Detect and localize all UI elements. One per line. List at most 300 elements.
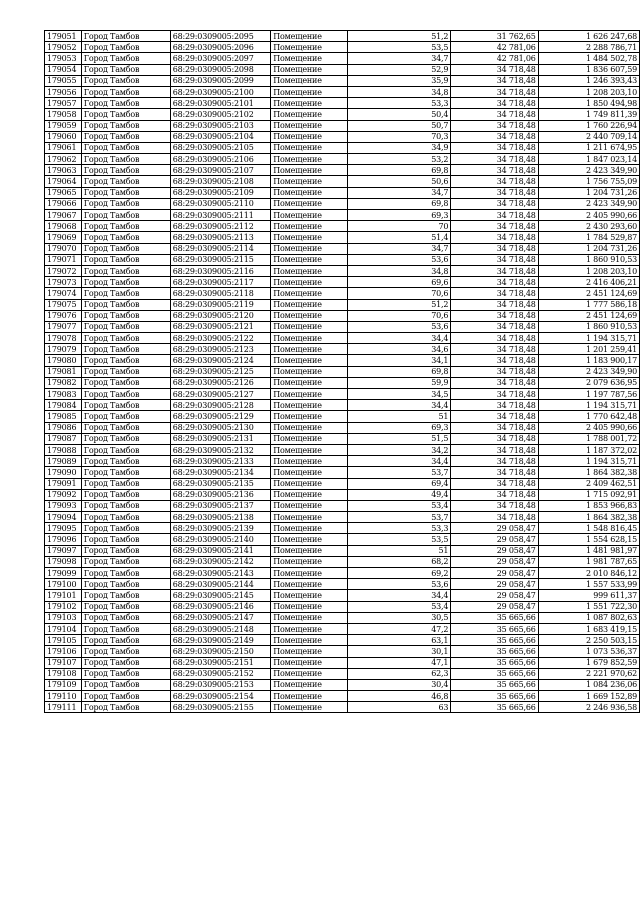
area-cell: 34,4 xyxy=(347,400,450,411)
row-id-cell: 179084 xyxy=(45,400,82,411)
cadastral-number-cell: 68:29:0309005:2142 xyxy=(170,556,270,567)
price-per-unit-cell: 34 718,48 xyxy=(451,456,538,467)
price-per-unit-cell: 29 058,47 xyxy=(451,556,538,567)
row-id-cell: 179064 xyxy=(45,176,82,187)
row-id-cell: 179074 xyxy=(45,288,82,299)
table-row xyxy=(45,579,640,590)
area-cell: 53,4 xyxy=(347,500,450,511)
cadastral-value-cell: 1 864 382,38 xyxy=(538,512,639,523)
object-type-cell: Помещение xyxy=(271,120,348,131)
object-type-cell: Помещение xyxy=(271,556,348,567)
object-type-cell: Помещение xyxy=(271,500,348,511)
city-cell: Город Тамбов xyxy=(81,254,170,265)
city-cell: Город Тамбов xyxy=(81,422,170,433)
cadastral-value-cell: 1 187 372,02 xyxy=(538,444,639,455)
cadastral-value-cell: 1 683 419,15 xyxy=(538,623,639,634)
city-cell: Город Тамбов xyxy=(81,635,170,646)
cadastral-number-cell: 68:29:0309005:2155 xyxy=(170,702,270,713)
table-row xyxy=(45,467,640,478)
table-row xyxy=(45,265,640,276)
cadastral-value-cell: 1 484 502,78 xyxy=(538,53,639,64)
price-per-unit-cell: 29 058,47 xyxy=(451,590,538,601)
table-row xyxy=(45,321,640,332)
area-cell: 53,5 xyxy=(347,534,450,545)
object-type-cell: Помещение xyxy=(271,646,348,657)
city-cell: Город Тамбов xyxy=(81,109,170,120)
price-per-unit-cell: 34 718,48 xyxy=(451,109,538,120)
row-id-cell: 179078 xyxy=(45,333,82,344)
price-per-unit-cell: 34 718,48 xyxy=(451,500,538,511)
object-type-cell: Помещение xyxy=(271,232,348,243)
cadastral-number-cell: 68:29:0309005:2140 xyxy=(170,534,270,545)
cadastral-number-cell: 68:29:0309005:2138 xyxy=(170,512,270,523)
cadastral-number-cell: 68:29:0309005:2133 xyxy=(170,456,270,467)
table-row xyxy=(45,221,640,232)
cadastral-number-cell: 68:29:0309005:2122 xyxy=(170,333,270,344)
cadastral-number-cell: 68:29:0309005:2114 xyxy=(170,243,270,254)
row-id-cell: 179055 xyxy=(45,75,82,86)
cadastral-number-cell: 68:29:0309005:2144 xyxy=(170,579,270,590)
city-cell: Город Тамбов xyxy=(81,288,170,299)
price-per-unit-cell: 34 718,48 xyxy=(451,377,538,388)
price-per-unit-cell: 34 718,48 xyxy=(451,120,538,131)
area-cell: 30,4 xyxy=(347,679,450,690)
city-cell: Город Тамбов xyxy=(81,579,170,590)
table-row xyxy=(45,109,640,120)
cadastral-number-cell: 68:29:0309005:2115 xyxy=(170,254,270,265)
price-per-unit-cell: 29 058,47 xyxy=(451,523,538,534)
object-type-cell: Помещение xyxy=(271,623,348,634)
cadastral-value-cell: 1 860 910,53 xyxy=(538,321,639,332)
price-per-unit-cell: 34 718,48 xyxy=(451,221,538,232)
table-row xyxy=(45,53,640,64)
row-id-cell: 179081 xyxy=(45,366,82,377)
table-row xyxy=(45,512,640,523)
area-cell: 53,3 xyxy=(347,98,450,109)
price-per-unit-cell: 34 718,48 xyxy=(451,265,538,276)
city-cell: Город Тамбов xyxy=(81,277,170,288)
area-cell: 63 xyxy=(347,702,450,713)
row-id-cell: 179068 xyxy=(45,221,82,232)
object-type-cell: Помещение xyxy=(271,389,348,400)
object-type-cell: Помещение xyxy=(271,86,348,97)
price-per-unit-cell: 34 718,48 xyxy=(451,512,538,523)
table-row xyxy=(45,646,640,657)
cadastral-number-cell: 68:29:0309005:2134 xyxy=(170,467,270,478)
cadastral-value-cell: 2 405 990,66 xyxy=(538,210,639,221)
city-cell: Город Тамбов xyxy=(81,53,170,64)
cadastral-value-cell: 1 481 981,97 xyxy=(538,545,639,556)
row-id-cell: 179059 xyxy=(45,120,82,131)
city-cell: Город Тамбов xyxy=(81,210,170,221)
cadastral-number-cell: 68:29:0309005:2117 xyxy=(170,277,270,288)
area-cell: 34,6 xyxy=(347,344,450,355)
object-type-cell: Помещение xyxy=(271,42,348,53)
cadastral-value-cell: 1 715 092,91 xyxy=(538,489,639,500)
table-row xyxy=(45,288,640,299)
city-cell: Город Тамбов xyxy=(81,142,170,153)
area-cell: 63,1 xyxy=(347,635,450,646)
city-cell: Город Тамбов xyxy=(81,467,170,478)
table-row xyxy=(45,42,640,53)
area-cell: 30,5 xyxy=(347,612,450,623)
city-cell: Город Тамбов xyxy=(81,42,170,53)
area-cell: 68,2 xyxy=(347,556,450,567)
city-cell: Город Тамбов xyxy=(81,411,170,422)
price-per-unit-cell: 34 718,48 xyxy=(451,411,538,422)
area-cell: 69,3 xyxy=(347,422,450,433)
cadastral-value-cell: 2 451 124,69 xyxy=(538,310,639,321)
table-row xyxy=(45,75,640,86)
area-cell: 69,8 xyxy=(347,198,450,209)
cadastral-value-cell: 1 853 966,83 xyxy=(538,500,639,511)
cadastral-number-cell: 68:29:0309005:2135 xyxy=(170,478,270,489)
cadastral-number-cell: 68:29:0309005:2130 xyxy=(170,422,270,433)
cadastral-value-cell: 2 423 349,90 xyxy=(538,366,639,377)
city-cell: Город Тамбов xyxy=(81,310,170,321)
cadastral-number-cell: 68:29:0309005:2095 xyxy=(170,31,270,42)
city-cell: Город Тамбов xyxy=(81,299,170,310)
cadastral-value-cell: 2 440 709,14 xyxy=(538,131,639,142)
object-type-cell: Помещение xyxy=(271,265,348,276)
row-id-cell: 179102 xyxy=(45,601,82,612)
area-cell: 53,7 xyxy=(347,467,450,478)
row-id-cell: 179051 xyxy=(45,31,82,42)
object-type-cell: Помещение xyxy=(271,456,348,467)
table-row xyxy=(45,523,640,534)
row-id-cell: 179085 xyxy=(45,411,82,422)
area-cell: 59,9 xyxy=(347,377,450,388)
table-row xyxy=(45,478,640,489)
table-row xyxy=(45,590,640,601)
city-cell: Город Тамбов xyxy=(81,444,170,455)
cadastral-number-cell: 68:29:0309005:2129 xyxy=(170,411,270,422)
area-cell: 69,8 xyxy=(347,165,450,176)
table-body xyxy=(45,31,640,713)
price-per-unit-cell: 31 762,65 xyxy=(451,31,538,42)
city-cell: Город Тамбов xyxy=(81,489,170,500)
cadastral-number-cell: 68:29:0309005:2146 xyxy=(170,601,270,612)
cadastral-value-cell: 2 250 503,15 xyxy=(538,635,639,646)
object-type-cell: Помещение xyxy=(271,444,348,455)
price-per-unit-cell: 34 718,48 xyxy=(451,489,538,500)
price-per-unit-cell: 29 058,47 xyxy=(451,534,538,545)
city-cell: Город Тамбов xyxy=(81,668,170,679)
row-id-cell: 179072 xyxy=(45,265,82,276)
cadastral-number-cell: 68:29:0309005:2141 xyxy=(170,545,270,556)
table-row xyxy=(45,64,640,75)
city-cell: Город Тамбов xyxy=(81,400,170,411)
area-cell: 51 xyxy=(347,545,450,556)
city-cell: Город Тамбов xyxy=(81,198,170,209)
area-cell: 53,6 xyxy=(347,321,450,332)
row-id-cell: 179110 xyxy=(45,691,82,702)
table-row xyxy=(45,679,640,690)
cadastral-value-cell: 1 557 533,99 xyxy=(538,579,639,590)
cadastral-number-cell: 68:29:0309005:2132 xyxy=(170,444,270,455)
price-per-unit-cell: 34 718,48 xyxy=(451,142,538,153)
price-per-unit-cell: 34 718,48 xyxy=(451,254,538,265)
area-cell: 53,6 xyxy=(347,254,450,265)
row-id-cell: 179086 xyxy=(45,422,82,433)
area-cell: 34,8 xyxy=(347,265,450,276)
cadastral-value-cell: 1 183 900,17 xyxy=(538,355,639,366)
city-cell: Город Тамбов xyxy=(81,456,170,467)
cadastral-number-cell: 68:29:0309005:2101 xyxy=(170,98,270,109)
row-id-cell: 179093 xyxy=(45,500,82,511)
price-per-unit-cell: 29 058,47 xyxy=(451,579,538,590)
object-type-cell: Помещение xyxy=(271,64,348,75)
object-type-cell: Помещение xyxy=(271,355,348,366)
row-id-cell: 179058 xyxy=(45,109,82,120)
price-per-unit-cell: 34 718,48 xyxy=(451,288,538,299)
area-cell: 34,9 xyxy=(347,142,450,153)
row-id-cell: 179094 xyxy=(45,512,82,523)
table-row xyxy=(45,277,640,288)
cadastral-number-cell: 68:29:0309005:2125 xyxy=(170,366,270,377)
cadastral-value-cell: 1 864 382,38 xyxy=(538,467,639,478)
area-cell: 53,6 xyxy=(347,579,450,590)
price-per-unit-cell: 34 718,48 xyxy=(451,176,538,187)
city-cell: Город Тамбов xyxy=(81,366,170,377)
row-id-cell: 179057 xyxy=(45,98,82,109)
cadastral-value-cell: 1 777 586,18 xyxy=(538,299,639,310)
object-type-cell: Помещение xyxy=(271,221,348,232)
cadastral-value-cell: 2 405 990,66 xyxy=(538,422,639,433)
cadastral-value-cell: 1 669 152,89 xyxy=(538,691,639,702)
cadastral-number-cell: 68:29:0309005:2154 xyxy=(170,691,270,702)
cadastral-number-cell: 68:29:0309005:2110 xyxy=(170,198,270,209)
city-cell: Город Тамбов xyxy=(81,389,170,400)
cadastral-value-cell: 1 551 722,30 xyxy=(538,601,639,612)
price-per-unit-cell: 35 665,66 xyxy=(451,679,538,690)
area-cell: 34,7 xyxy=(347,187,450,198)
table-row xyxy=(45,344,640,355)
price-per-unit-cell: 42 781,06 xyxy=(451,42,538,53)
object-type-cell: Помещение xyxy=(271,98,348,109)
cadastral-value-cell: 999 611,37 xyxy=(538,590,639,601)
object-type-cell: Помещение xyxy=(271,366,348,377)
row-id-cell: 179099 xyxy=(45,568,82,579)
object-type-cell: Помещение xyxy=(271,75,348,86)
city-cell: Город Тамбов xyxy=(81,534,170,545)
cadastral-value-cell: 1 211 674,95 xyxy=(538,142,639,153)
row-id-cell: 179091 xyxy=(45,478,82,489)
row-id-cell: 179075 xyxy=(45,299,82,310)
cadastral-number-cell: 68:29:0309005:2108 xyxy=(170,176,270,187)
table-row xyxy=(45,612,640,623)
area-cell: 46,8 xyxy=(347,691,450,702)
object-type-cell: Помещение xyxy=(271,601,348,612)
city-cell: Город Тамбов xyxy=(81,377,170,388)
city-cell: Город Тамбов xyxy=(81,623,170,634)
area-cell: 51,4 xyxy=(347,232,450,243)
area-cell: 51,2 xyxy=(347,31,450,42)
table-row xyxy=(45,210,640,221)
area-cell: 30,1 xyxy=(347,646,450,657)
cadastral-value-cell: 2 430 293,60 xyxy=(538,221,639,232)
cadastral-number-cell: 68:29:0309005:2151 xyxy=(170,657,270,668)
table-row xyxy=(45,411,640,422)
price-per-unit-cell: 35 665,66 xyxy=(451,623,538,634)
row-id-cell: 179067 xyxy=(45,210,82,221)
price-per-unit-cell: 34 718,48 xyxy=(451,210,538,221)
price-per-unit-cell: 34 718,48 xyxy=(451,277,538,288)
row-id-cell: 179053 xyxy=(45,53,82,64)
cadastral-value-cell: 1 204 731,26 xyxy=(538,243,639,254)
row-id-cell: 179090 xyxy=(45,467,82,478)
table-row xyxy=(45,389,640,400)
price-per-unit-cell: 34 718,48 xyxy=(451,98,538,109)
price-per-unit-cell: 34 718,48 xyxy=(451,366,538,377)
area-cell: 34,7 xyxy=(347,53,450,64)
cadastral-value-cell: 1 760 226,94 xyxy=(538,120,639,131)
cadastral-value-cell: 2 451 124,69 xyxy=(538,288,639,299)
row-id-cell: 179088 xyxy=(45,444,82,455)
row-id-cell: 179076 xyxy=(45,310,82,321)
object-type-cell: Помещение xyxy=(271,31,348,42)
object-type-cell: Помещение xyxy=(271,411,348,422)
row-id-cell: 179080 xyxy=(45,355,82,366)
cadastral-number-cell: 68:29:0309005:2111 xyxy=(170,210,270,221)
price-per-unit-cell: 34 718,48 xyxy=(451,321,538,332)
property-table xyxy=(44,30,640,713)
table-row xyxy=(45,433,640,444)
table-row xyxy=(45,545,640,556)
table-row xyxy=(45,299,640,310)
object-type-cell: Помещение xyxy=(271,433,348,444)
price-per-unit-cell: 34 718,48 xyxy=(451,154,538,165)
row-id-cell: 179101 xyxy=(45,590,82,601)
object-type-cell: Помещение xyxy=(271,478,348,489)
area-cell: 52,9 xyxy=(347,64,450,75)
price-per-unit-cell: 35 665,66 xyxy=(451,657,538,668)
price-per-unit-cell: 29 058,47 xyxy=(451,568,538,579)
row-id-cell: 179097 xyxy=(45,545,82,556)
row-id-cell: 179109 xyxy=(45,679,82,690)
row-id-cell: 179095 xyxy=(45,523,82,534)
area-cell: 34,4 xyxy=(347,590,450,601)
cadastral-number-cell: 68:29:0309005:2104 xyxy=(170,131,270,142)
city-cell: Город Тамбов xyxy=(81,333,170,344)
table-row xyxy=(45,98,640,109)
row-id-cell: 179060 xyxy=(45,131,82,142)
area-cell: 34,4 xyxy=(347,456,450,467)
cadastral-value-cell: 2 288 786,71 xyxy=(538,42,639,53)
price-per-unit-cell: 35 665,66 xyxy=(451,612,538,623)
object-type-cell: Помещение xyxy=(271,612,348,623)
row-id-cell: 179083 xyxy=(45,389,82,400)
price-per-unit-cell: 34 718,48 xyxy=(451,444,538,455)
cadastral-value-cell: 1 208 203,10 xyxy=(538,265,639,276)
cadastral-number-cell: 68:29:0309005:2105 xyxy=(170,142,270,153)
price-per-unit-cell: 34 718,48 xyxy=(451,433,538,444)
area-cell: 49,4 xyxy=(347,489,450,500)
city-cell: Город Тамбов xyxy=(81,355,170,366)
city-cell: Город Тамбов xyxy=(81,120,170,131)
row-id-cell: 179079 xyxy=(45,344,82,355)
table-row xyxy=(45,422,640,433)
table-row xyxy=(45,254,640,265)
area-cell: 47,2 xyxy=(347,623,450,634)
cadastral-value-cell: 1 084 236,06 xyxy=(538,679,639,690)
cadastral-number-cell: 68:29:0309005:2100 xyxy=(170,86,270,97)
table-row xyxy=(45,176,640,187)
cadastral-number-cell: 68:29:0309005:2145 xyxy=(170,590,270,601)
cadastral-value-cell: 1 201 259,41 xyxy=(538,344,639,355)
object-type-cell: Помещение xyxy=(271,679,348,690)
area-cell: 51,2 xyxy=(347,299,450,310)
price-per-unit-cell: 34 718,48 xyxy=(451,131,538,142)
row-id-cell: 179061 xyxy=(45,142,82,153)
row-id-cell: 179070 xyxy=(45,243,82,254)
object-type-cell: Помещение xyxy=(271,657,348,668)
table-row xyxy=(45,500,640,511)
area-cell: 50,6 xyxy=(347,176,450,187)
table-row xyxy=(45,702,640,713)
city-cell: Город Тамбов xyxy=(81,187,170,198)
cadastral-value-cell: 1 554 628,15 xyxy=(538,534,639,545)
price-per-unit-cell: 34 718,48 xyxy=(451,165,538,176)
row-id-cell: 179065 xyxy=(45,187,82,198)
object-type-cell: Помещение xyxy=(271,310,348,321)
city-cell: Город Тамбов xyxy=(81,478,170,489)
object-type-cell: Помещение xyxy=(271,568,348,579)
price-per-unit-cell: 34 718,48 xyxy=(451,333,538,344)
row-id-cell: 179104 xyxy=(45,623,82,634)
area-cell: 62,3 xyxy=(347,668,450,679)
table-row xyxy=(45,489,640,500)
city-cell: Город Тамбов xyxy=(81,691,170,702)
object-type-cell: Помещение xyxy=(271,277,348,288)
area-cell: 70,3 xyxy=(347,131,450,142)
row-id-cell: 179096 xyxy=(45,534,82,545)
row-id-cell: 179092 xyxy=(45,489,82,500)
row-id-cell: 179087 xyxy=(45,433,82,444)
table-row xyxy=(45,556,640,567)
document-page xyxy=(44,30,640,713)
object-type-cell: Помещение xyxy=(271,254,348,265)
cadastral-value-cell: 1 246 393,43 xyxy=(538,75,639,86)
cadastral-number-cell: 68:29:0309005:2131 xyxy=(170,433,270,444)
cadastral-value-cell: 1 788 001,72 xyxy=(538,433,639,444)
area-cell: 70,6 xyxy=(347,288,450,299)
table-row xyxy=(45,31,640,42)
table-row xyxy=(45,131,640,142)
cadastral-value-cell: 1 679 852,59 xyxy=(538,657,639,668)
table-row xyxy=(45,691,640,702)
row-id-cell: 179054 xyxy=(45,64,82,75)
city-cell: Город Тамбов xyxy=(81,232,170,243)
price-per-unit-cell: 34 718,48 xyxy=(451,478,538,489)
price-per-unit-cell: 34 718,48 xyxy=(451,64,538,75)
price-per-unit-cell: 34 718,48 xyxy=(451,232,538,243)
cadastral-value-cell: 2 010 846,12 xyxy=(538,568,639,579)
object-type-cell: Помещение xyxy=(271,187,348,198)
city-cell: Город Тамбов xyxy=(81,556,170,567)
cadastral-value-cell: 1 850 494,98 xyxy=(538,98,639,109)
cadastral-value-cell: 1 981 787,65 xyxy=(538,556,639,567)
table-row xyxy=(45,232,640,243)
cadastral-value-cell: 2 079 636,95 xyxy=(538,377,639,388)
area-cell: 34,7 xyxy=(347,243,450,254)
cadastral-number-cell: 68:29:0309005:2107 xyxy=(170,165,270,176)
row-id-cell: 179077 xyxy=(45,321,82,332)
city-cell: Город Тамбов xyxy=(81,657,170,668)
price-per-unit-cell: 35 665,66 xyxy=(451,702,538,713)
city-cell: Город Тамбов xyxy=(81,98,170,109)
object-type-cell: Помещение xyxy=(271,534,348,545)
